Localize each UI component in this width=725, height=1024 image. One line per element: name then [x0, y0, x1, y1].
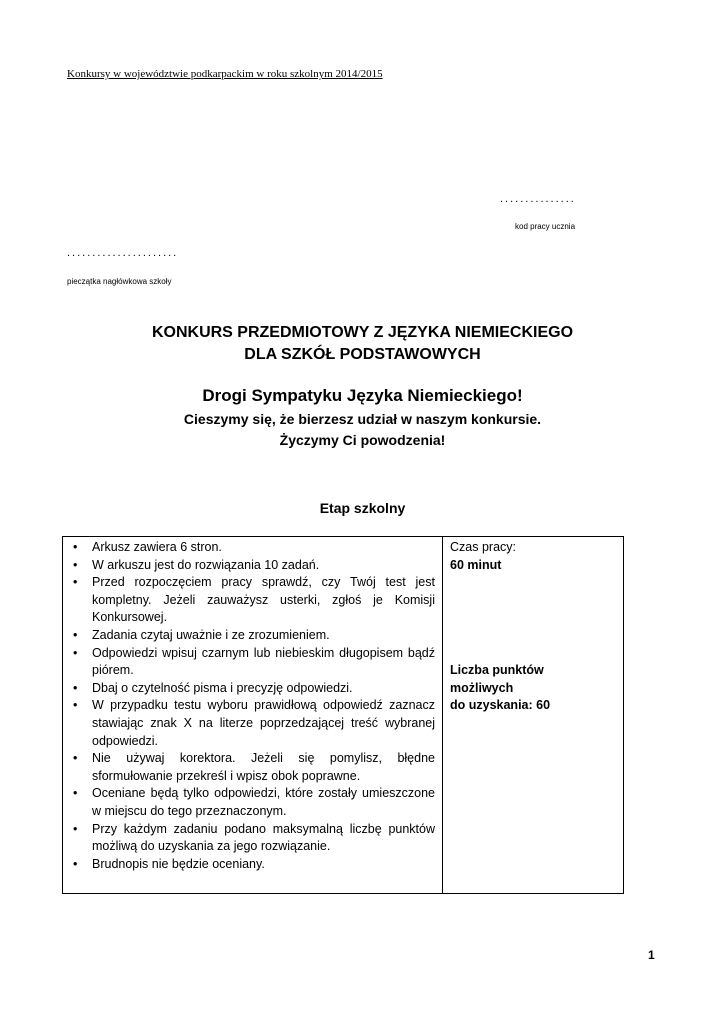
instructions-list [73, 539, 435, 873]
instruction-item: • Przed rozpoczęciem pracy sprawdź, czy Twój test jest kompletny. Jeżeli zauważysz usterki, zgłoś je Komisji Konkursowej. [73, 574, 435, 627]
instruction-item: • Arkusz zawiera 6 stron. [73, 539, 435, 557]
page-number: 1 [648, 948, 655, 962]
document-title [0, 322, 725, 366]
instruction-item: • Przy każdym zadaniu podano maksymalną liczbę punktów możliwą do uzyskania za jego rozwiązanie. [73, 821, 435, 856]
greeting-heading: Drogi Sympatyku Języka Niemieckiego! [202, 386, 523, 405]
greeting-line-2: Życzymy Ci powodzenia! [279, 432, 446, 448]
instructions-cell [63, 537, 443, 894]
instruction-item: • Nie używaj korektora. Jeżeli się pomylisz, błędne sformułowanie przekreśl i wpisz obok poprawne. [73, 750, 435, 785]
school-stamp-label: pieczątka nagłówkowa szkoły [67, 277, 172, 286]
title-line-2: DLA SZKÓŁ PODSTAWOWYCH [244, 346, 481, 363]
instructions-table [62, 536, 624, 894]
greeting-message [0, 409, 725, 451]
competition-header: Konkursy w województwie podkarpackim w roku szkolnym 2014/2015 [67, 68, 383, 80]
points-label-line-1: Liczba punktów [450, 663, 544, 678]
time-label: Czas pracy: [450, 540, 516, 554]
instruction-item: • Brudnopis nie będzie oceniany. [73, 856, 435, 874]
greeting-line-1: Cieszymy się, że bierzesz udział w naszym konkursie. [183, 411, 542, 427]
exam-info-cell [443, 537, 624, 894]
instruction-item: • Odpowiedzi wpisuj czarnym lub niebieskim długopisem bądź piórem. [73, 645, 435, 680]
title-line-1: KONKURS PRZEDMIOTOWY Z JĘZYKA NIEMIECKIEGO [151, 324, 574, 341]
points-label-line-3: do uzyskania: 60 [450, 698, 551, 713]
instruction-item: • W arkuszu jest do rozwiązania 10 zadań. [73, 557, 435, 575]
time-value: 60 minut [450, 557, 502, 572]
school-stamp-field: ...................... [67, 247, 179, 259]
student-code-field: ............... [500, 193, 576, 205]
instruction-item: • Zadania czytaj uważnie i ze zrozumieniem. [73, 627, 435, 645]
instruction-item: • Dbaj o czytelność pisma i precyzję odpowiedzi. [73, 680, 435, 698]
student-code-label: kod pracy ucznia [515, 222, 576, 231]
stage-heading: Etap szkolny [319, 500, 406, 516]
points-label-line-2: możliwych [450, 680, 514, 695]
instruction-item: • W przypadku testu wyboru prawidłową odpowiedź zaznacz stawiając znak X na literze poprzedzającej treść wybranej odpowiedzi. [73, 697, 435, 750]
instruction-item: • Oceniane będą tylko odpowiedzi, które zostały umieszczone w miejscu do tego przeznaczonym. [73, 785, 435, 820]
